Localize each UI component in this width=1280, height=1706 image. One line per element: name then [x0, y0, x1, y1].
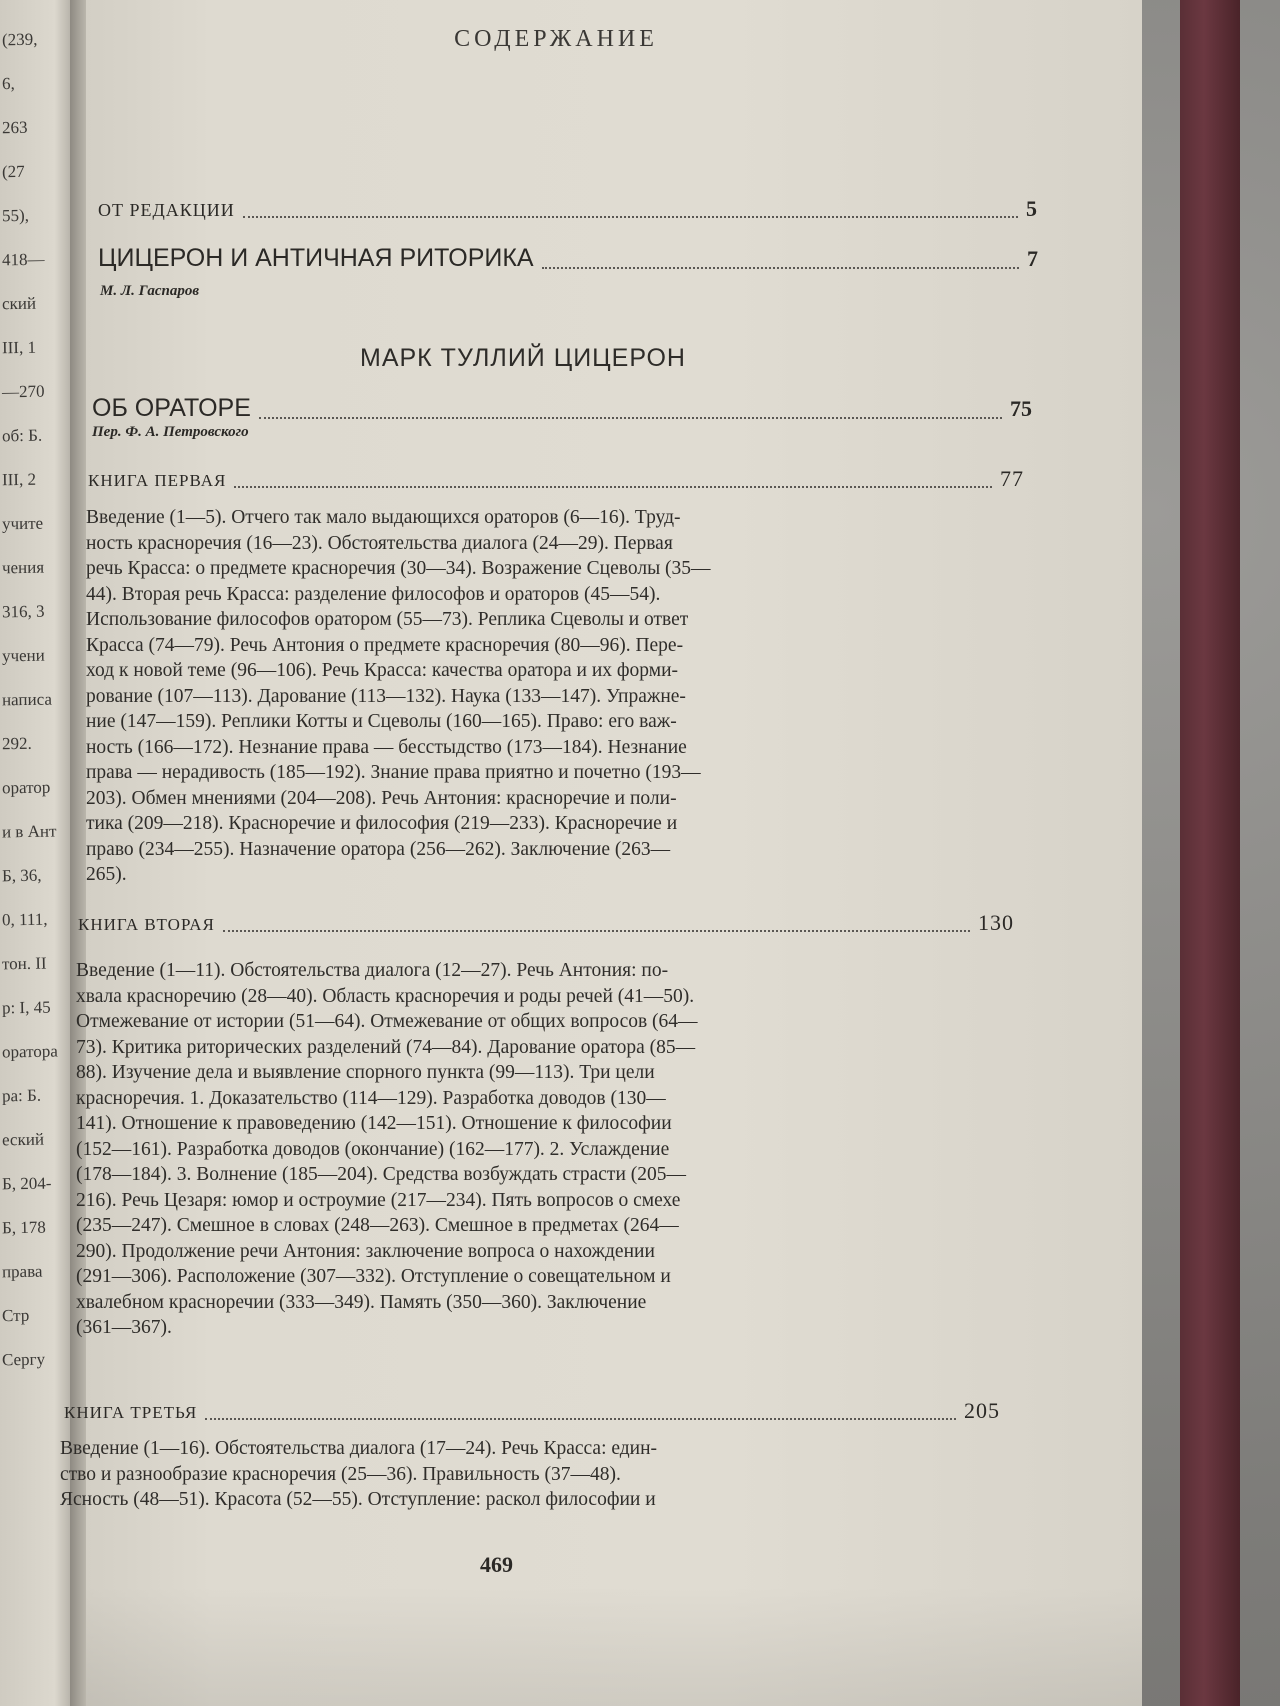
left-page-fragment: 263 [1, 117, 28, 138]
toc-leader-dots [223, 930, 970, 932]
summary-line: хвалебном красноречии (333—349). Память (350—360). Заключение [76, 1291, 647, 1313]
summary-line: ство и разнообразие красноречия (25—36). Правильность (37—48). [60, 1463, 621, 1485]
summary-line: рование (107—113). Дарование (113—132). Наука (133—147). Упражне- [86, 685, 686, 707]
left-page-fragment: об: Б. [1, 425, 43, 446]
summary-line: Ясность (48—51). Красота (52—55). Отступление: раскол философии и [60, 1489, 656, 1510]
summary-line: 203). Обмен мнениями (204—208). Речь Антония: красноречие и поли- [86, 787, 677, 809]
left-page-fragment: 0, 111, [1, 909, 48, 930]
book3-summary [60, 1436, 906, 1513]
summary-line: 44). Вторая речь Красса: разделение философов и ораторов (45—54). [86, 583, 661, 605]
summary-line: (152—161). Разработка доводов (окончание) (162—177). 2. Услаждение [76, 1138, 670, 1160]
toc-leader-dots [259, 417, 1002, 419]
toc-entry-editorial [98, 196, 1038, 222]
summary-line: 73). Критика риторических разделений (74—84). Дарование оратора (85— [76, 1036, 696, 1058]
toc-entry-page: 7 [1027, 246, 1038, 271]
left-page-fragment: р: I, 45 [1, 997, 51, 1018]
left-page-fragment: 292. [1, 733, 32, 754]
page-title: СОДЕРЖАНИЕ [454, 26, 658, 52]
summary-line: 216). Речь Цезаря: юмор и остроумие (217—234). Пять вопросов о смехе [76, 1189, 681, 1211]
contents-page [60, 0, 1142, 1706]
summary-line: тика (209—218). Красноречие и философия (219—233). Красноречие и [86, 813, 678, 834]
summary-line: речь Красса: о предмете красноречия (30—34). Возражение Сцеволы (35— [86, 558, 711, 579]
work-translator: Пер. Ф. А. Петровского [92, 424, 249, 440]
left-page-fragment: ра: Б. [1, 1085, 42, 1106]
toc-leader-dots [542, 267, 1019, 269]
toc-leader-dots [234, 486, 992, 488]
summary-line: (235—247). Смешное в словах (248—263). Смешное в предметах (264— [76, 1215, 679, 1236]
summary-line: ход к новой теме (96—106). Речь Красса: качества оратора и их форми- [86, 660, 679, 681]
left-page-fragment: —270 [1, 381, 45, 402]
summary-line: ность (166—172). Незнание права — бесстыдство (173—184). Незнание [86, 736, 687, 758]
left-page-fragment: III, 1 [1, 337, 37, 358]
left-page-fragment: учите [1, 513, 44, 534]
left-page-fragment: написа [1, 689, 53, 710]
book1-summary [86, 505, 944, 888]
toc-entry-label: ОБ ОРАТОРЕ [92, 394, 251, 422]
left-page-fragment: ский [1, 293, 37, 314]
toc-entry-label: ЦИЦЕРОН И АНТИЧНАЯ РИТОРИКА [98, 244, 534, 272]
left-page-fragment: Стр [1, 1305, 30, 1326]
toc-entry-book3 [64, 1398, 1000, 1424]
left-page-fragment: еский [1, 1129, 45, 1150]
summary-line: (361—367). [76, 1317, 172, 1338]
summary-line: красноречия. 1. Доказательство (114—129). Разработка доводов (130— [76, 1087, 666, 1109]
summary-line: хвала красноречию (28—40). Область красноречия и роды речей (41—50). [76, 985, 695, 1007]
toc-entry-label: КНИГА ВТОРАЯ [78, 915, 215, 934]
left-page-fragment: (239, [1, 29, 38, 50]
toc-entry-label: КНИГА ТРЕТЬЯ [64, 1403, 198, 1422]
book-cover-edge [1180, 0, 1240, 1706]
toc-leader-dots [205, 1418, 956, 1420]
summary-line: Использование философов оратором (55—73). Реплика Сцеволы и ответ [86, 609, 689, 630]
left-page-fragment: и в Ант [1, 821, 57, 842]
left-page-fragment: Б, 36, [1, 865, 42, 886]
summary-line: Введение (1—16). Обстоятельства диалога (17—24). Речь Красса: един- [60, 1438, 658, 1459]
summary-line: (178—184). 3. Волнение (185—204). Средства возбуждать страсти (205— [76, 1164, 687, 1185]
toc-entry-book1 [88, 466, 1024, 492]
summary-line: права — нерадивость (185—192). Знание права приятно и почетно (193— [86, 762, 701, 783]
summary-line: 88). Изучение дела и выявление спорного пункта (99—113). Три цели [76, 1062, 655, 1083]
toc-entry-page: 75 [1010, 396, 1032, 421]
summary-line: Красса (74—79). Речь Антония о предмете красноречия (80—96). Пере- [86, 634, 684, 656]
essay-author: М. Л. Гаспаров [100, 283, 200, 299]
toc-leader-dots [243, 216, 1018, 218]
summary-line: Отмежевание от истории (51—64). Отмежевание от общих вопросов (64— [76, 1011, 698, 1032]
summary-line: 265). [86, 864, 127, 885]
toc-entry-work [92, 394, 1032, 423]
left-page-fragment: 55), [1, 205, 30, 226]
summary-line: Введение (1—5). Отчего так мало выдающихся ораторов (6—16). Труд- [86, 507, 681, 528]
left-page-fragment: оратора [1, 1041, 59, 1062]
summary-line: Введение (1—11). Обстоятельства диалога (12—27). Речь Антония: по- [76, 960, 669, 981]
left-page-fragment: 418— [1, 249, 45, 270]
left-page-fragment: 316, 3 [1, 601, 45, 622]
left-page-fragment: тон. II [1, 953, 47, 974]
toc-entry-label: ОТ РЕДАКЦИИ [98, 200, 235, 220]
left-page-fragment: Б, 178 [1, 1217, 46, 1238]
toc-entry-page: 77 [1000, 466, 1024, 491]
summary-line: 290). Продолжение речи Антония: заключение вопроса о нахождении [76, 1240, 655, 1262]
toc-entry-book2 [78, 910, 1014, 936]
toc-entry-essay [98, 244, 1038, 273]
left-page-fragment: учени [1, 645, 45, 666]
summary-line: (291—306). Расположение (307—332). Отступление о совещательном и [76, 1266, 671, 1287]
summary-line: ность красноречия (16—23). Обстоятельства диалога (24—29). Первая [86, 532, 673, 554]
left-page-fragment: Сергу [1, 1349, 46, 1370]
left-page-fragment: (27 [1, 161, 25, 182]
book2-summary [76, 958, 928, 1341]
left-page-fragment: чения [1, 557, 45, 578]
page-shadow [86, 1586, 1142, 1706]
left-page-fragment: Б, 204- [1, 1173, 52, 1194]
page-number: 469 [480, 1552, 513, 1577]
left-page-fragment: оратор [1, 777, 51, 798]
toc-entry-label: КНИГА ПЕРВАЯ [88, 471, 227, 490]
summary-line: право (234—255). Назначение оратора (256—262). Заключение (263— [86, 838, 671, 860]
toc-entry-page: 205 [964, 1398, 1000, 1423]
summary-line: ние (147—159). Реплики Котты и Сцеволы (160—165). Право: его важ- [86, 711, 677, 732]
left-page-fragment: 6, [1, 73, 15, 94]
toc-entry-page: 5 [1026, 196, 1038, 221]
summary-line: 141). Отношение к правоведению (142—151). Отношение к философии [76, 1113, 672, 1134]
left-page-fragment: права [1, 1261, 43, 1282]
toc-entry-page: 130 [978, 910, 1014, 935]
left-page-fragment: III, 2 [1, 469, 37, 490]
author-heading: МАРК ТУЛЛИЙ ЦИЦЕРОН [360, 344, 686, 372]
